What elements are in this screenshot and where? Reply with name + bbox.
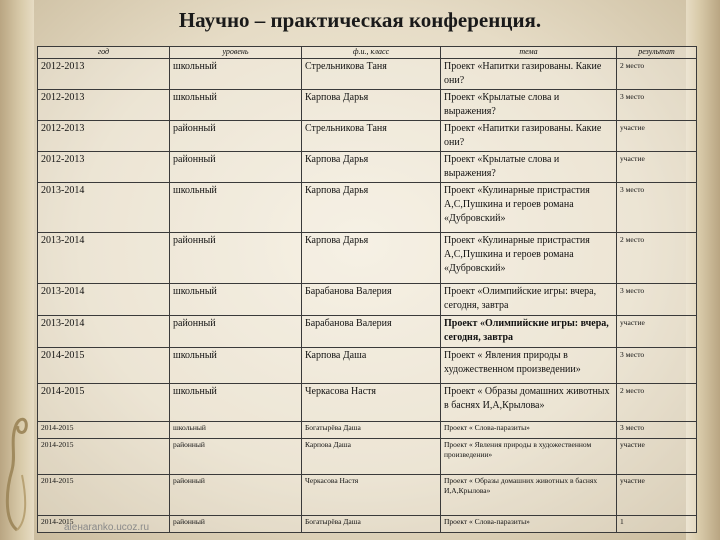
cell-result: 1 xyxy=(617,516,697,533)
cell-year: 2013-2014 xyxy=(38,233,170,284)
cell-name: Барабанова Валерия xyxy=(302,316,441,348)
cell-result: участие xyxy=(617,439,697,475)
conference-table xyxy=(37,46,697,533)
cell-result: 2 место xyxy=(617,59,697,90)
table-header-row xyxy=(38,47,697,59)
cell-level: школьный xyxy=(170,422,302,439)
cell-name: Карпова Дарья xyxy=(302,90,441,121)
table-row xyxy=(38,316,697,348)
cell-level: школьный xyxy=(170,384,302,422)
column-header-level: уровень xyxy=(170,47,302,59)
cell-topic: Проект «Крылатые слова и выражения? xyxy=(441,152,617,183)
cell-year: 2014-2015 xyxy=(38,384,170,422)
cell-year: 2012-2013 xyxy=(38,121,170,152)
cell-level: районный xyxy=(170,152,302,183)
table-row xyxy=(38,284,697,316)
cell-level: районный xyxy=(170,516,302,533)
table-row xyxy=(38,348,697,384)
cell-topic: Проект « Слова-паразиты» xyxy=(441,422,617,439)
cell-level: районный xyxy=(170,475,302,516)
cell-result: 2 место xyxy=(617,384,697,422)
table-row xyxy=(38,422,697,439)
cell-topic: Проект « Образы домашних животных в баснях И,А,Крылова» xyxy=(441,475,617,516)
table-row xyxy=(38,90,697,121)
cell-year: 2014-2015 xyxy=(38,516,170,533)
cell-level: районный xyxy=(170,233,302,284)
cell-topic: Проект «Кулинарные пристрастия А,С,Пушкина и героев романа «Дубровский» xyxy=(441,233,617,284)
cell-result: 3 место xyxy=(617,422,697,439)
cell-name: Богатырёва Даша xyxy=(302,422,441,439)
cell-name: Карпова Дарья xyxy=(302,183,441,233)
cell-level: школьный xyxy=(170,183,302,233)
cell-result: 3 место xyxy=(617,284,697,316)
cell-topic: Проект «Напитки газированы. Какие они? xyxy=(441,121,617,152)
table-row xyxy=(38,233,697,284)
column-header-topic: тема xyxy=(441,47,617,59)
cell-year: 2014-2015 xyxy=(38,475,170,516)
cell-topic: Проект «Олимпийские игры: вчера, сегодня, завтра xyxy=(441,284,617,316)
cell-name: Стрельникова Таня xyxy=(302,121,441,152)
table-row xyxy=(38,121,697,152)
cell-result: участие xyxy=(617,121,697,152)
cell-topic: Проект «Напитки газированы. Какие они? xyxy=(441,59,617,90)
cell-name: Карпова Даша xyxy=(302,348,441,384)
table-row xyxy=(38,59,697,90)
cell-result: участие xyxy=(617,152,697,183)
cell-level: школьный xyxy=(170,348,302,384)
cell-year: 2013-2014 xyxy=(38,316,170,348)
cell-level: школьный xyxy=(170,284,302,316)
cell-name: Карпова Дарья xyxy=(302,152,441,183)
cell-year: 2014-2015 xyxy=(38,439,170,475)
cell-year: 2013-2014 xyxy=(38,183,170,233)
cell-result: 3 место xyxy=(617,90,697,121)
cell-year: 2012-2013 xyxy=(38,59,170,90)
table-row xyxy=(38,384,697,422)
table-row xyxy=(38,183,697,233)
column-header-name: ф.и., класс xyxy=(302,47,441,59)
cell-name: Барабанова Валерия xyxy=(302,284,441,316)
cell-year: 2013-2014 xyxy=(38,284,170,316)
cell-result: 3 место xyxy=(617,348,697,384)
cell-name: Стрельникова Таня xyxy=(302,59,441,90)
cell-year: 2014-2015 xyxy=(38,422,170,439)
cell-name: Карпова Даша xyxy=(302,439,441,475)
cell-year: 2012-2013 xyxy=(38,90,170,121)
cell-year: 2014-2015 xyxy=(38,348,170,384)
cell-topic: Проект « Явления природы в художественном произведении» xyxy=(441,439,617,475)
page-title: Научно – практическая конференция. xyxy=(178,8,542,32)
column-header-year: год xyxy=(38,47,170,59)
cell-name: Карпова Дарья xyxy=(302,233,441,284)
table-row xyxy=(38,475,697,516)
table-row xyxy=(38,439,697,475)
cell-name: Черкасова Настя xyxy=(302,384,441,422)
cell-topic: Проект «Кулинарные пристрастия А,С,Пушкина и героев романа «Дубровский» xyxy=(441,183,617,233)
cell-level: школьный xyxy=(170,90,302,121)
cell-result: участие xyxy=(617,316,697,348)
cell-result: 3 место xyxy=(617,183,697,233)
conference-table-container xyxy=(37,46,696,533)
cell-topic: Проект « Явления природы в художественном произведении» xyxy=(441,348,617,384)
cell-name: Богатырёва Даша xyxy=(302,516,441,533)
cell-topic: Проект «Крылатые слова и выражения? xyxy=(441,90,617,121)
column-header-result: результат xyxy=(617,47,697,59)
cell-topic: Проект « Образы домашних животных в баснях И,А,Крылова» xyxy=(441,384,617,422)
table-row xyxy=(38,152,697,183)
cell-topic: Проект «Олимпийские игры: вчера, сегодня, завтра xyxy=(441,316,617,348)
cell-result: 2 место xyxy=(617,233,697,284)
cell-level: районный xyxy=(170,316,302,348)
cell-topic: Проект « Слова-паразиты» xyxy=(441,516,617,533)
cell-level: районный xyxy=(170,121,302,152)
cell-result: участие xyxy=(617,475,697,516)
cell-level: школьный xyxy=(170,59,302,90)
cell-year: 2012-2013 xyxy=(38,152,170,183)
scroll-ornament-icon xyxy=(2,410,32,535)
cell-name: Черкасова Настя xyxy=(302,475,441,516)
cell-level: районный xyxy=(170,439,302,475)
site-watermark: aleнaranko.ucoz.ru xyxy=(64,522,150,533)
